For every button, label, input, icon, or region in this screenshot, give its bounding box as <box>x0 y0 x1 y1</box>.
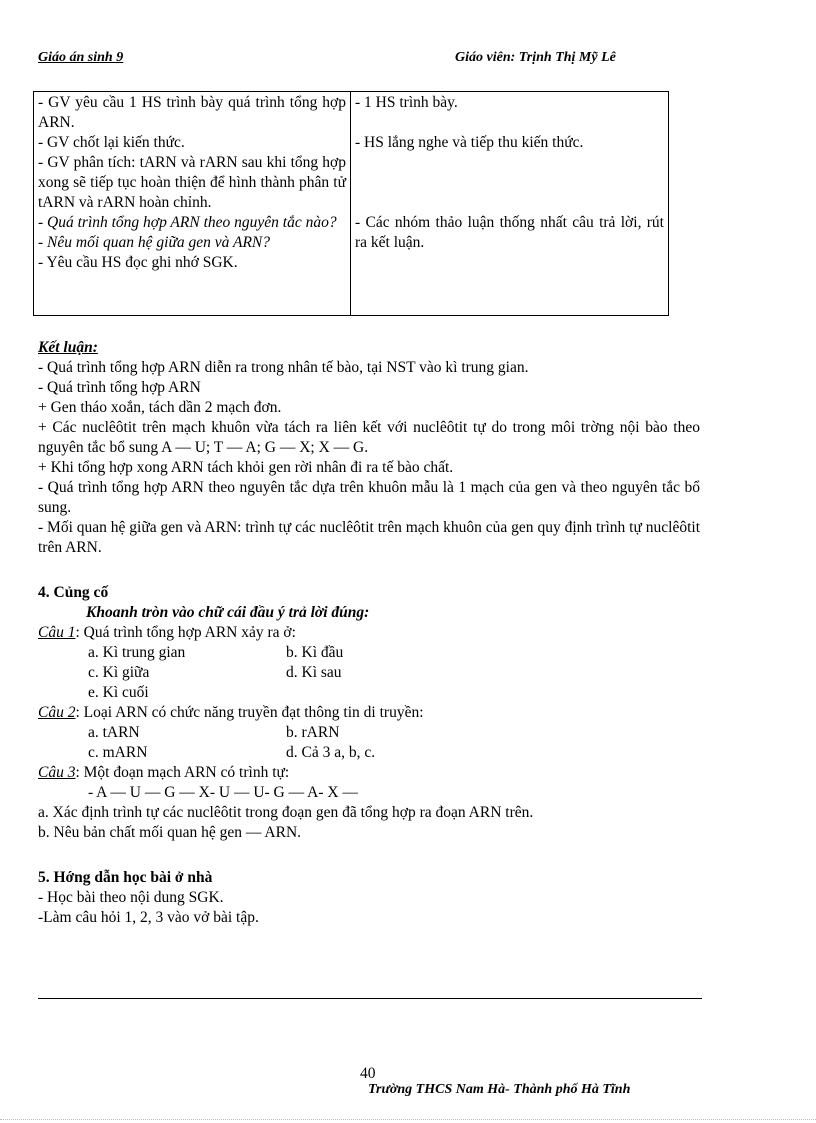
question-part: a. Xác định trình tự các nuclêôtit trong đoạn gen đã tổng hợp ra đoạn ARN trên. <box>38 804 534 821</box>
header-teacher: Giáo viên: Trịnh Thị Mỹ Lê <box>455 50 616 65</box>
rna-sequence: - A — U — G — X- U — U- G — A- X — <box>88 784 358 801</box>
footer-school: Trường THCS Nam Hà- Thành phố Hà Tĩnh <box>368 1082 631 1097</box>
teacher-question: - Nêu mối quan hệ giữa gen và ARN? <box>38 234 271 251</box>
homework-section <box>38 868 700 928</box>
conclusion-heading: Kết luận: <box>38 339 98 356</box>
student-line: - Các nhóm thảo luận thống nhất câu trả lời, rút ra kết luận. <box>355 214 664 251</box>
conclusion-line: - Quá trình tổng hợp ARN theo nguyên tắc dựa trên khuôn mẫu là 1 mạch của gen và theo nguyên tắc bổ sung. <box>38 479 700 516</box>
page-edge <box>0 1119 816 1120</box>
conclusion-line: + Gen tháo xoắn, tách dần 2 mạch đơn. <box>38 399 282 416</box>
answer-option: c. Kì giữa <box>88 664 150 681</box>
answer-option: a. tARN <box>88 724 140 741</box>
question-1 <box>38 623 700 643</box>
conclusion-line: - Mối quan hệ giữa gen và ARN: trình tự các nuclêôtit trên mạch khuôn của gen quy định trình tự nuclêôtit trên ARN. <box>38 519 700 556</box>
teacher-activity-cell <box>34 92 351 316</box>
answer-option: b. rARN <box>286 724 340 741</box>
teacher-line: - GV yêu cầu 1 HS trình bày quá trình tổng hợp ARN. <box>38 94 346 131</box>
question-text: : Loại ARN có chức năng truyền đạt thông tin di truyền: <box>75 704 424 721</box>
review-instruction: Khoanh tròn vào chữ cái đầu ý trả lời đúng: <box>86 604 370 621</box>
teacher-question: - Quá trình tổng hợp ARN theo nguyên tắc nào? <box>38 214 337 231</box>
teacher-line: - Yêu cầu HS đọc ghi nhớ SGK. <box>38 254 238 271</box>
answer-option: a. Kì trung gian <box>88 644 186 661</box>
answer-option: c. mARN <box>88 744 148 761</box>
answer-row <box>38 643 700 663</box>
student-line: - 1 HS trình bày. <box>355 94 458 111</box>
question-label: Câu 3 <box>38 764 76 781</box>
answer-row <box>38 723 700 743</box>
conclusion-line: + Khi tổng hợp xong ARN tách khỏi gen rời nhân đi ra tế bào chất. <box>38 459 454 476</box>
question-part: b. Nêu bản chất mối quan hệ gen — ARN. <box>38 824 302 841</box>
question-3 <box>38 763 700 783</box>
activity-table <box>33 91 669 316</box>
conclusion-line: - Quá trình tổng hợp ARN diễn ra trong nhân tế bào, tại NST vào kì trung gian. <box>38 359 529 376</box>
answer-row <box>38 743 700 763</box>
homework-line: -Làm câu hỏi 1, 2, 3 vào vở bài tập. <box>38 909 259 926</box>
question-text: : Quá trình tổng hợp ARN xảy ra ở: <box>75 624 296 641</box>
teacher-line: - GV phân tích: tARN và rARN sau khi tổng hợp xong sẽ tiếp tục hoàn thiện để hình thành phân tử tARN và rARN hoàn chỉnh. <box>38 154 346 211</box>
question-label: Câu 1 <box>38 624 76 641</box>
page-number: 40 <box>360 1065 376 1082</box>
homework-heading: 5. Hớng dẫn học bài ở nhà <box>38 869 213 886</box>
header-subject: Giáo án sinh 9 <box>38 50 124 65</box>
conclusion-line: + Các nuclêôtit trên mạch khuôn vừa tách ra liên kết với nuclêôtit tự do trong môi trờng nội bào theo nguyên tắc bổ sung A — U; T — A; G — X; X — G. <box>38 419 700 456</box>
review-heading: 4. Củng cố <box>38 584 109 601</box>
student-activity-cell <box>351 92 669 316</box>
question-label: Câu 2 <box>38 704 76 721</box>
answer-row <box>38 683 700 703</box>
answer-option: d. Cả 3 a, b, c. <box>286 744 376 761</box>
answer-option: d. Kì sau <box>286 664 342 681</box>
review-section <box>38 583 700 843</box>
homework-line: - Học bài theo nội dung SGK. <box>38 889 224 906</box>
answer-option: e. Kì cuối <box>88 684 149 701</box>
student-line: - HS lắng nghe và tiếp thu kiến thức. <box>355 134 584 151</box>
question-2 <box>38 703 700 723</box>
answer-row <box>38 663 700 683</box>
footer-divider <box>38 998 702 999</box>
question-text: : Một đoạn mạch ARN có trình tự: <box>75 764 290 781</box>
conclusion-section <box>38 338 700 558</box>
teacher-line: - GV chốt lại kiến thức. <box>38 134 185 151</box>
answer-option: b. Kì đầu <box>286 644 344 661</box>
conclusion-line: - Quá trình tổng hợp ARN <box>38 379 201 396</box>
